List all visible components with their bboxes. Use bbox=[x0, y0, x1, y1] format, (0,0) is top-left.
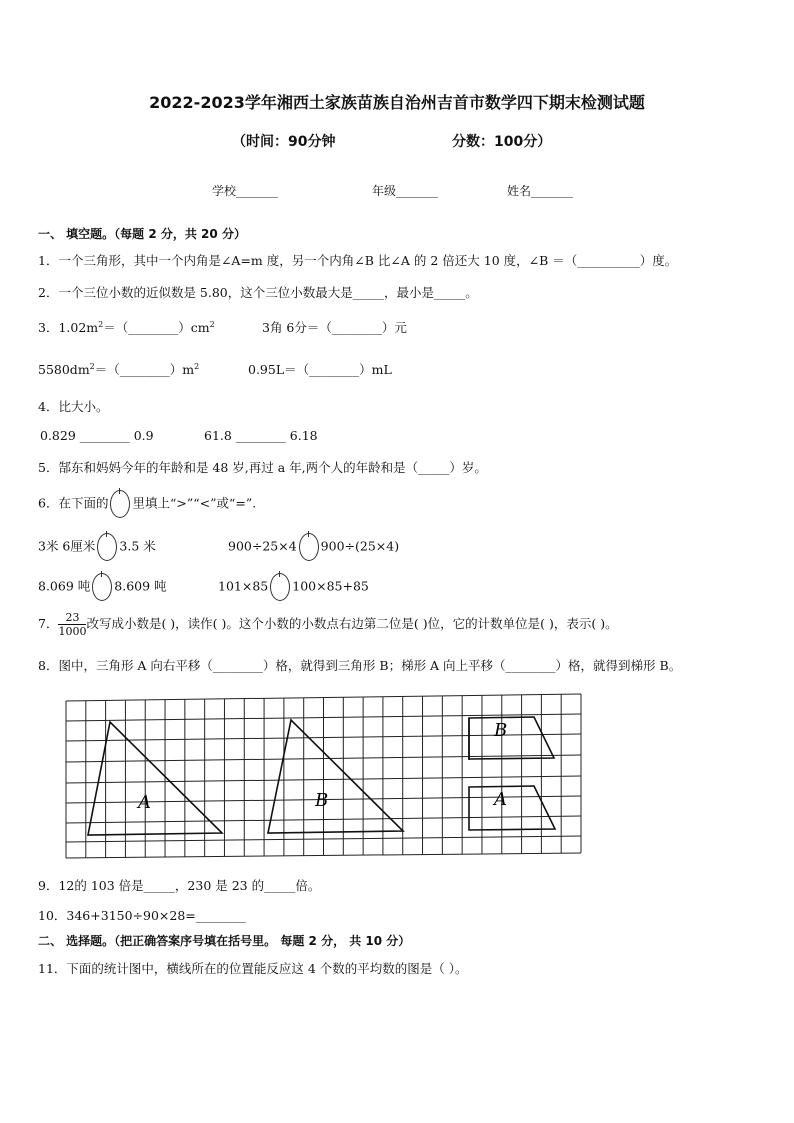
q6-text: 6．在下面的 bbox=[38, 495, 109, 511]
q3c-rest: ＝（________）m bbox=[94, 362, 195, 377]
question-4b: 61.8 ________ 6.18 bbox=[204, 428, 318, 443]
grade-field: 年级_______ bbox=[372, 184, 439, 198]
q6d-left: 101×85 bbox=[218, 578, 269, 594]
q3c-text: 5580dm bbox=[38, 362, 90, 377]
q6-text-end: 里填上“>”“<”或“=”. bbox=[132, 495, 257, 511]
name-field: 姓名_______ bbox=[507, 184, 574, 198]
translation-grid-figure bbox=[64, 692, 584, 860]
q6c-right: 8.609 吨 bbox=[114, 578, 167, 594]
question-1: 1．一个三角形，其中一个内角是∠A=m 度，另一个内角∠B 比∠A 的 2 倍还大 10 度，∠B ＝（__________）度。 bbox=[38, 253, 678, 268]
fraction-numerator: 23 bbox=[58, 611, 86, 625]
section-1-heading: 一、 填空题。（每题 2 分，共 20 分） bbox=[38, 227, 246, 241]
q7-text: 改写成小数是( )，读作( )。这个小数的小数点右边第二位是( )位，它的计数单位是( )，表示( )。 bbox=[86, 616, 618, 631]
question-6 bbox=[38, 490, 256, 518]
superscript: 2 bbox=[89, 361, 95, 371]
question-4a: 0.829 ________ 0.9 bbox=[40, 428, 154, 443]
label-triangle-b: B bbox=[315, 790, 329, 811]
question-3b: 3角 6分＝（________）元 bbox=[262, 320, 407, 335]
question-11: 11．下面的统计图中，横线所在的位置能反应这 4 个数的平均数的图是（ ）。 bbox=[38, 961, 468, 976]
section-2-heading: 二、 选择题。（把正确答案序号填在括号里。 每题 2 分， 共 10 分） bbox=[38, 934, 411, 948]
exam-time: （时间：90分钟 bbox=[232, 134, 336, 150]
question-3d: 0.95L＝（________）mL bbox=[248, 362, 392, 377]
compare-circle-icon[interactable] bbox=[97, 533, 117, 561]
question-2: 2．一个三位小数的近似数是 5.80，这个三位小数最大是_____，最小是_____。 bbox=[38, 285, 478, 300]
fraction-denominator: 1000 bbox=[58, 625, 87, 638]
fraction bbox=[58, 611, 86, 638]
q6c-left: 8.069 吨 bbox=[38, 578, 91, 594]
compare-circle-icon[interactable] bbox=[270, 573, 290, 601]
compare-circle-icon[interactable] bbox=[92, 573, 112, 601]
question-8: 8．图中，三角形 A 向右平移（________）格，就得到三角形 B；梯形 A 向上平移（________）格，就得到梯形 B。 bbox=[38, 658, 682, 673]
question-10: 10．346+3150÷90×28=________ bbox=[38, 908, 246, 923]
question-6a bbox=[38, 533, 156, 561]
superscript: 2 bbox=[209, 319, 215, 329]
school-field: 学校_______ bbox=[212, 184, 279, 198]
question-3c bbox=[38, 360, 199, 378]
question-3a bbox=[38, 318, 215, 336]
compare-circle-icon[interactable] bbox=[299, 533, 319, 561]
q6b-right: 900÷(25×4) bbox=[320, 538, 400, 554]
question-6b bbox=[228, 533, 399, 561]
question-6d bbox=[218, 573, 369, 601]
page-title: 2022-2023学年湘西土家族苗族自治州吉首市数学四下期末检测试题 bbox=[149, 93, 645, 112]
superscript: 2 bbox=[194, 361, 200, 371]
label-trapezoid-b: B bbox=[494, 720, 508, 741]
question-4: 4．比大小。 bbox=[38, 399, 109, 414]
question-7 bbox=[38, 611, 618, 638]
q3a-text: 3．1.02m bbox=[38, 320, 99, 335]
q6b-left: 900÷25×4 bbox=[228, 538, 297, 554]
question-9: 9．12的 103 倍是_____，230 是 23 的_____倍。 bbox=[38, 878, 321, 893]
q7-number: 7． bbox=[38, 616, 59, 631]
q6d-right: 100×85+85 bbox=[292, 578, 369, 594]
exam-score: 分数：100分） bbox=[452, 134, 552, 150]
question-6c bbox=[38, 573, 167, 601]
q3a-rest: ＝（________）cm bbox=[103, 320, 210, 335]
q6a-right: 3.5 米 bbox=[119, 538, 156, 554]
label-trapezoid-a: A bbox=[494, 789, 507, 810]
label-triangle-a: A bbox=[138, 792, 151, 813]
question-5: 5．郜东和妈妈今年的年龄和是 48 岁,再过 a 年,两个人的年龄和是（_____）岁。 bbox=[38, 460, 487, 475]
q6a-left: 3米 6厘米 bbox=[38, 538, 96, 554]
superscript: 2 bbox=[98, 319, 104, 329]
compare-circle-icon[interactable] bbox=[110, 490, 130, 518]
